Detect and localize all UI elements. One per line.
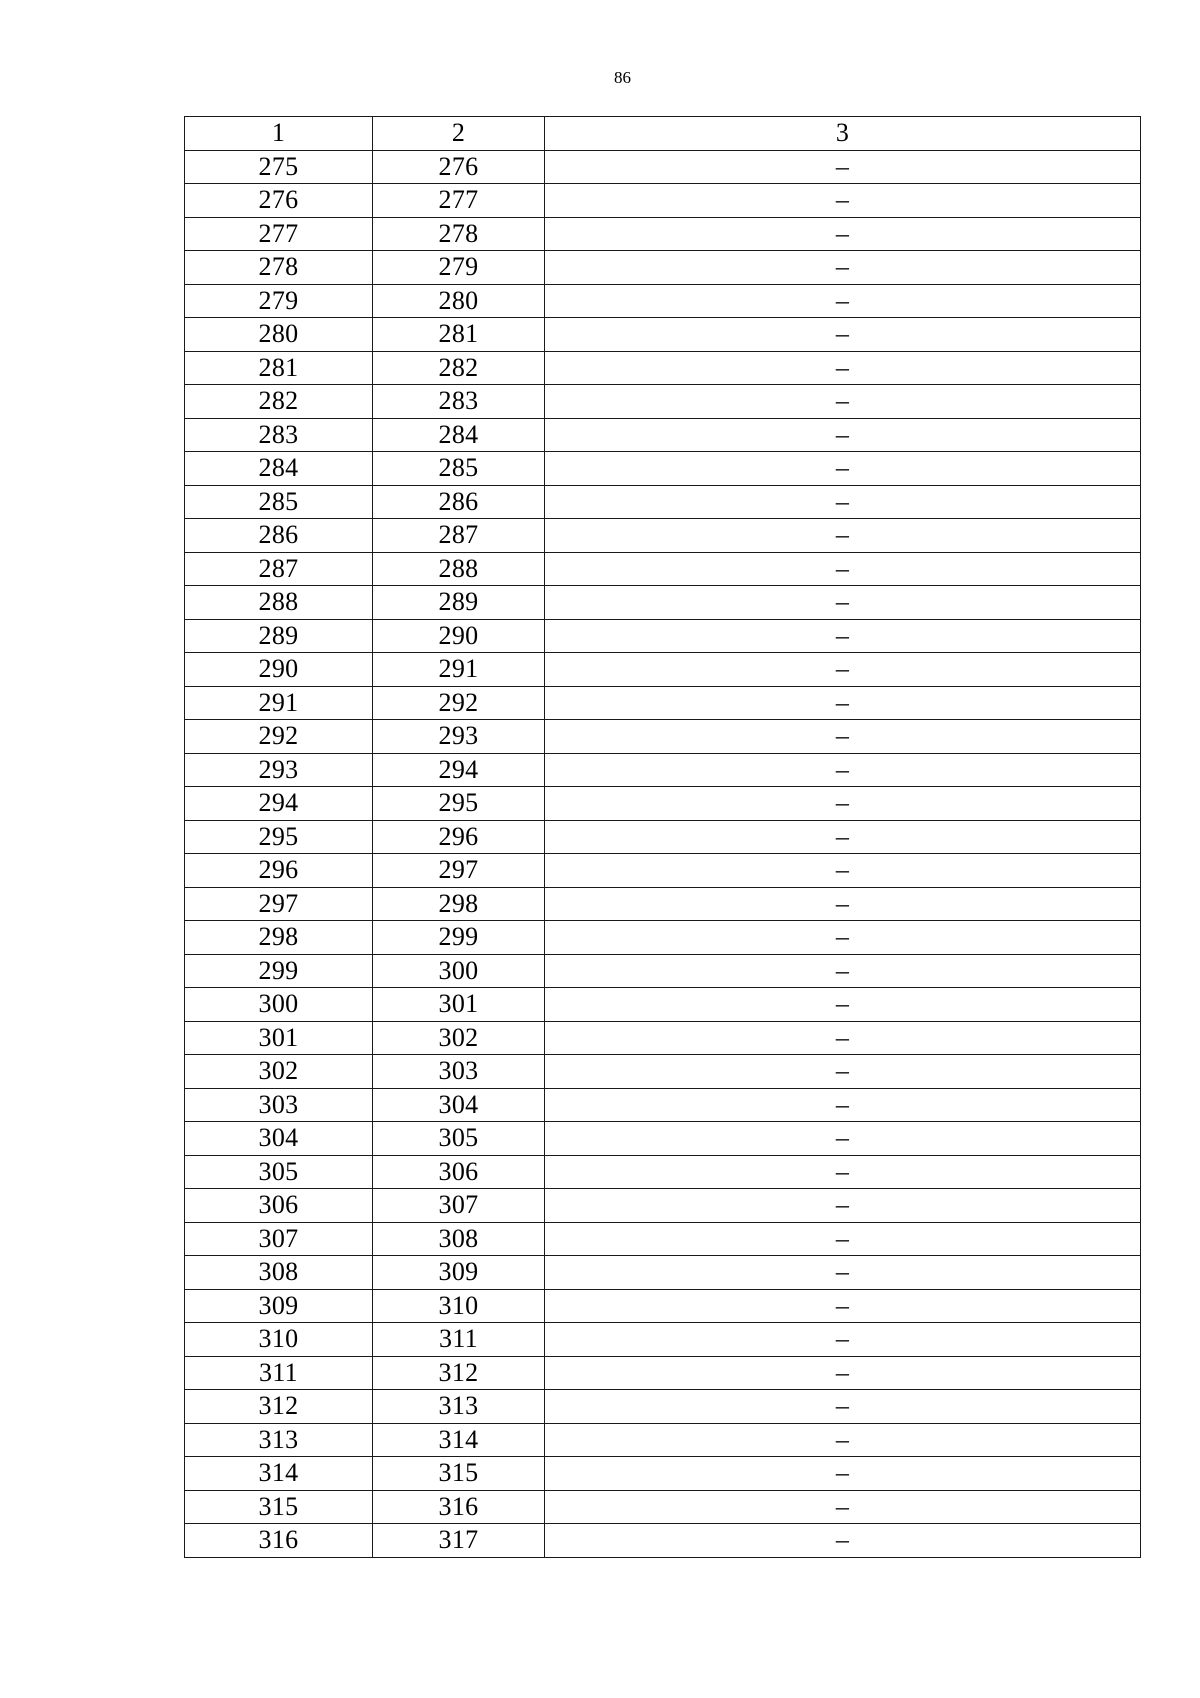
table-row: [185, 753, 1141, 787]
table-row: [185, 1122, 1141, 1156]
table-cell-col-1: 308: [185, 1256, 373, 1290]
table-cell-col-1: 282: [185, 385, 373, 419]
table-row: [185, 418, 1141, 452]
table-cell-col-1: 292: [185, 720, 373, 754]
table-cell-col-3: –: [545, 1390, 1141, 1424]
table-row: [185, 1457, 1141, 1491]
table-cell-col-2: 282: [373, 351, 545, 385]
table-cell-col-1: 299: [185, 954, 373, 988]
table-row: [185, 787, 1141, 821]
table-cell-col-2: 284: [373, 418, 545, 452]
table-row: [185, 1390, 1141, 1424]
table-row: [185, 686, 1141, 720]
table-cell-col-2: 276: [373, 150, 545, 184]
table-row: [185, 1423, 1141, 1457]
table-cell-col-2: 279: [373, 251, 545, 285]
table-cell-col-1: 289: [185, 619, 373, 653]
column-header-3: 3: [545, 117, 1141, 151]
table-row: [185, 1021, 1141, 1055]
table-cell-col-2: 317: [373, 1524, 545, 1558]
table-cell-col-3: –: [545, 552, 1141, 586]
table-row: [185, 820, 1141, 854]
table-cell-col-1: 301: [185, 1021, 373, 1055]
table-cell-col-2: 304: [373, 1088, 545, 1122]
table-row: [185, 1356, 1141, 1390]
table-row: [185, 1189, 1141, 1223]
table-cell-col-3: –: [545, 284, 1141, 318]
table-row: [185, 954, 1141, 988]
table-row: [185, 485, 1141, 519]
table-cell-col-1: 286: [185, 519, 373, 553]
table-cell-col-2: 283: [373, 385, 545, 419]
table-cell-col-3: –: [545, 653, 1141, 687]
table-cell-col-1: 287: [185, 552, 373, 586]
table-cell-col-3: –: [545, 1222, 1141, 1256]
table-row: [185, 887, 1141, 921]
table-cell-col-3: –: [545, 318, 1141, 352]
table-cell-col-3: –: [545, 1457, 1141, 1491]
table-cell-col-2: 292: [373, 686, 545, 720]
table-cell-col-3: –: [545, 1021, 1141, 1055]
table-cell-col-2: 295: [373, 787, 545, 821]
table-cell-col-2: 297: [373, 854, 545, 888]
table-cell-col-1: 290: [185, 653, 373, 687]
table-cell-col-3: –: [545, 385, 1141, 419]
table-cell-col-2: 288: [373, 552, 545, 586]
table-row: [185, 720, 1141, 754]
table-cell-col-3: –: [545, 1423, 1141, 1457]
table-row: [185, 1155, 1141, 1189]
table-cell-col-1: 316: [185, 1524, 373, 1558]
table-row: [185, 1055, 1141, 1089]
table-cell-col-2: 314: [373, 1423, 545, 1457]
table-row: [185, 150, 1141, 184]
table-cell-col-3: –: [545, 586, 1141, 620]
table-cell-col-3: –: [545, 1122, 1141, 1156]
table-cell-col-1: 280: [185, 318, 373, 352]
table-cell-col-2: 300: [373, 954, 545, 988]
table-row: [185, 385, 1141, 419]
table-cell-col-3: –: [545, 1088, 1141, 1122]
table-cell-col-1: 310: [185, 1323, 373, 1357]
table-cell-col-1: 284: [185, 452, 373, 486]
table-cell-col-3: –: [545, 1055, 1141, 1089]
table-row: [185, 284, 1141, 318]
table-cell-col-3: –: [545, 1490, 1141, 1524]
table-row: [185, 1289, 1141, 1323]
table-row: [185, 854, 1141, 888]
table-cell-col-1: 277: [185, 217, 373, 251]
table-cell-col-2: 286: [373, 485, 545, 519]
table-cell-col-1: 302: [185, 1055, 373, 1089]
table-cell-col-3: –: [545, 1189, 1141, 1223]
table-cell-col-1: 298: [185, 921, 373, 955]
table-cell-col-3: –: [545, 1356, 1141, 1390]
table-row: [185, 184, 1141, 218]
table-row: [185, 217, 1141, 251]
table-row: [185, 1088, 1141, 1122]
table-cell-col-3: –: [545, 251, 1141, 285]
table-row: [185, 318, 1141, 352]
data-table: [184, 116, 1141, 1558]
table-cell-col-3: –: [545, 686, 1141, 720]
table-cell-col-2: 316: [373, 1490, 545, 1524]
table-cell-col-2: 287: [373, 519, 545, 553]
table-cell-col-3: –: [545, 418, 1141, 452]
table-cell-col-2: 281: [373, 318, 545, 352]
column-header-2: 2: [373, 117, 545, 151]
table-cell-col-1: 313: [185, 1423, 373, 1457]
table-cell-col-2: 305: [373, 1122, 545, 1156]
table-cell-col-3: –: [545, 150, 1141, 184]
table-cell-col-2: 298: [373, 887, 545, 921]
table-cell-col-3: –: [545, 820, 1141, 854]
table-cell-col-3: –: [545, 954, 1141, 988]
table-cell-col-3: –: [545, 1155, 1141, 1189]
table-cell-col-2: 278: [373, 217, 545, 251]
table-cell-col-2: 290: [373, 619, 545, 653]
table-cell-col-3: –: [545, 753, 1141, 787]
table-cell-col-3: –: [545, 1289, 1141, 1323]
table-cell-col-1: 300: [185, 988, 373, 1022]
table-cell-col-2: 309: [373, 1256, 545, 1290]
table-cell-col-1: 285: [185, 485, 373, 519]
table-cell-col-2: 299: [373, 921, 545, 955]
table-cell-col-3: –: [545, 1323, 1141, 1357]
table-cell-col-1: 278: [185, 251, 373, 285]
table-cell-col-1: 288: [185, 586, 373, 620]
table-cell-col-3: –: [545, 887, 1141, 921]
table-cell-col-1: 303: [185, 1088, 373, 1122]
table-row: [185, 1323, 1141, 1357]
table-cell-col-3: –: [545, 1256, 1141, 1290]
table-row: [185, 988, 1141, 1022]
table-row: [185, 552, 1141, 586]
table-cell-col-2: 307: [373, 1189, 545, 1223]
table-row: [185, 519, 1141, 553]
table-cell-col-3: –: [545, 619, 1141, 653]
table-row: [185, 452, 1141, 486]
table-row: [185, 1524, 1141, 1558]
table-header-row: [185, 117, 1141, 151]
table-row: [185, 921, 1141, 955]
table-cell-col-2: 308: [373, 1222, 545, 1256]
table-cell-col-3: –: [545, 184, 1141, 218]
page-number: 86: [614, 68, 631, 87]
table-cell-col-2: 301: [373, 988, 545, 1022]
table-row: [185, 1256, 1141, 1290]
table-cell-col-1: 306: [185, 1189, 373, 1223]
table-cell-col-1: 314: [185, 1457, 373, 1491]
table-cell-col-1: 315: [185, 1490, 373, 1524]
table-cell-col-1: 281: [185, 351, 373, 385]
table-cell-col-1: 311: [185, 1356, 373, 1390]
table-row: [185, 1490, 1141, 1524]
table-cell-col-1: 307: [185, 1222, 373, 1256]
table-cell-col-2: 277: [373, 184, 545, 218]
table-cell-col-2: 289: [373, 586, 545, 620]
table-cell-col-2: 311: [373, 1323, 545, 1357]
table-cell-col-3: –: [545, 854, 1141, 888]
table-cell-col-2: 310: [373, 1289, 545, 1323]
table-cell-col-2: 306: [373, 1155, 545, 1189]
table-row: [185, 619, 1141, 653]
table-cell-col-3: –: [545, 988, 1141, 1022]
table-cell-col-1: 283: [185, 418, 373, 452]
table-cell-col-1: 291: [185, 686, 373, 720]
table-cell-col-2: 294: [373, 753, 545, 787]
table-cell-col-3: –: [545, 217, 1141, 251]
table-row: [185, 653, 1141, 687]
table-body: [185, 117, 1141, 1558]
table-cell-col-2: 291: [373, 653, 545, 687]
table-cell-col-2: 285: [373, 452, 545, 486]
table-cell-col-1: 304: [185, 1122, 373, 1156]
table-cell-col-1: 295: [185, 820, 373, 854]
table-cell-col-3: –: [545, 1524, 1141, 1558]
table-cell-col-1: 275: [185, 150, 373, 184]
table-cell-col-1: 296: [185, 854, 373, 888]
table-cell-col-2: 312: [373, 1356, 545, 1390]
table-row: [185, 351, 1141, 385]
table-cell-col-3: –: [545, 720, 1141, 754]
table-cell-col-3: –: [545, 519, 1141, 553]
table-cell-col-1: 312: [185, 1390, 373, 1424]
table-cell-col-3: –: [545, 921, 1141, 955]
table-cell-col-1: 293: [185, 753, 373, 787]
table-cell-col-1: 305: [185, 1155, 373, 1189]
table-row: [185, 1222, 1141, 1256]
table-cell-col-3: –: [545, 351, 1141, 385]
table-cell-col-1: 309: [185, 1289, 373, 1323]
table-cell-col-1: 294: [185, 787, 373, 821]
table-cell-col-1: 279: [185, 284, 373, 318]
table-cell-col-2: 296: [373, 820, 545, 854]
column-header-1: 1: [185, 117, 373, 151]
table-cell-col-2: 315: [373, 1457, 545, 1491]
table-row: [185, 251, 1141, 285]
table-cell-col-3: –: [545, 787, 1141, 821]
table-cell-col-3: –: [545, 452, 1141, 486]
table-cell-col-2: 293: [373, 720, 545, 754]
table-cell-col-3: –: [545, 485, 1141, 519]
table-cell-col-1: 276: [185, 184, 373, 218]
table-row: [185, 586, 1141, 620]
table-cell-col-2: 280: [373, 284, 545, 318]
table-cell-col-2: 302: [373, 1021, 545, 1055]
table-cell-col-1: 297: [185, 887, 373, 921]
table-cell-col-2: 303: [373, 1055, 545, 1089]
table-cell-col-2: 313: [373, 1390, 545, 1424]
